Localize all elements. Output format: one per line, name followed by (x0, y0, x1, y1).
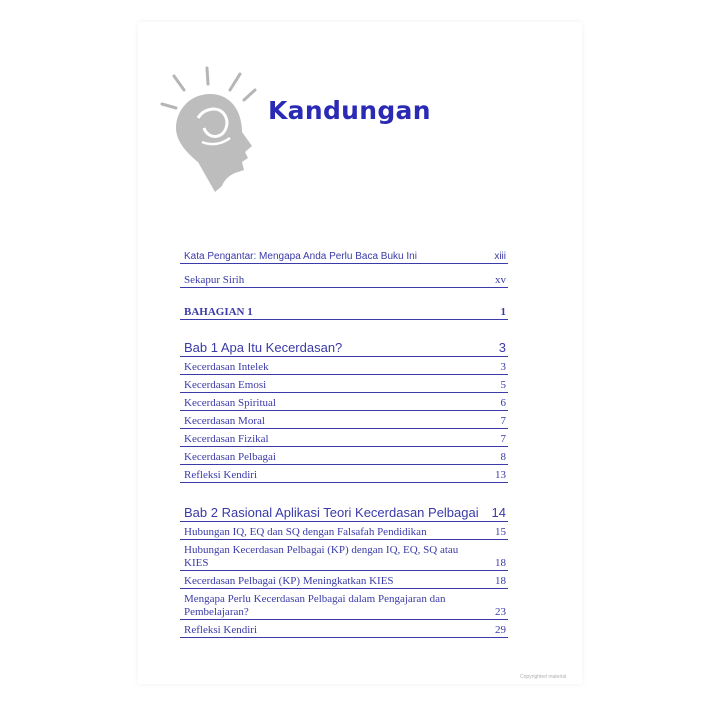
toc-entry[interactable]: Kata Pengantar: Mengapa Anda Perlu Baca Buku Ini xiii (180, 250, 508, 264)
toc-entry[interactable]: Kecerdasan Spiritual 6 (180, 397, 508, 411)
toc-entry[interactable]: Kecerdasan Emosi 5 (180, 379, 508, 393)
toc-entry[interactable]: Hubungan IQ, EQ dan SQ dengan Falsafah Pendidikan 15 (180, 526, 508, 540)
toc-entry[interactable]: Kecerdasan Pelbagai (KP) Meningkatkan KIES 18 (180, 575, 508, 589)
toc-entry[interactable]: Kecerdasan Fizikal 7 (180, 433, 508, 447)
toc-entry[interactable]: Refleksi Kendiri 29 (180, 624, 508, 638)
page-title: Kandungan (268, 96, 431, 125)
toc-entry[interactable]: Kecerdasan Moral 7 (180, 415, 508, 429)
toc-entry[interactable]: Sekapur Sirih xv (180, 274, 508, 288)
toc-entry[interactable]: Kecerdasan Pelbagai 8 (180, 451, 508, 465)
toc-chapter[interactable]: Bab 2 Rasional Aplikasi Teori Kecerdasan Pelbagai 14 (180, 505, 508, 522)
copyright-note: Copyrighted material (520, 674, 567, 680)
toc-entry[interactable]: Refleksi Kendiri 13 (180, 469, 508, 483)
head-idea-icon (160, 62, 270, 202)
toc-entry[interactable]: Mengapa Perlu Kecerdasan Pelbagai dalam Pengajaran dan Pembelajaran? 23 (180, 593, 508, 620)
toc-part-heading[interactable]: BAHAGIAN 1 1 (180, 306, 508, 320)
table-of-contents (180, 250, 508, 638)
toc-entry[interactable]: Kecerdasan Intelek 3 (180, 361, 508, 375)
toc-chapter[interactable]: Bab 1 Apa Itu Kecerdasan? 3 (180, 340, 508, 357)
toc-entry[interactable]: Hubungan Kecerdasan Pelbagai (KP) dengan IQ, EQ, SQ atau KIES 18 (180, 544, 508, 571)
